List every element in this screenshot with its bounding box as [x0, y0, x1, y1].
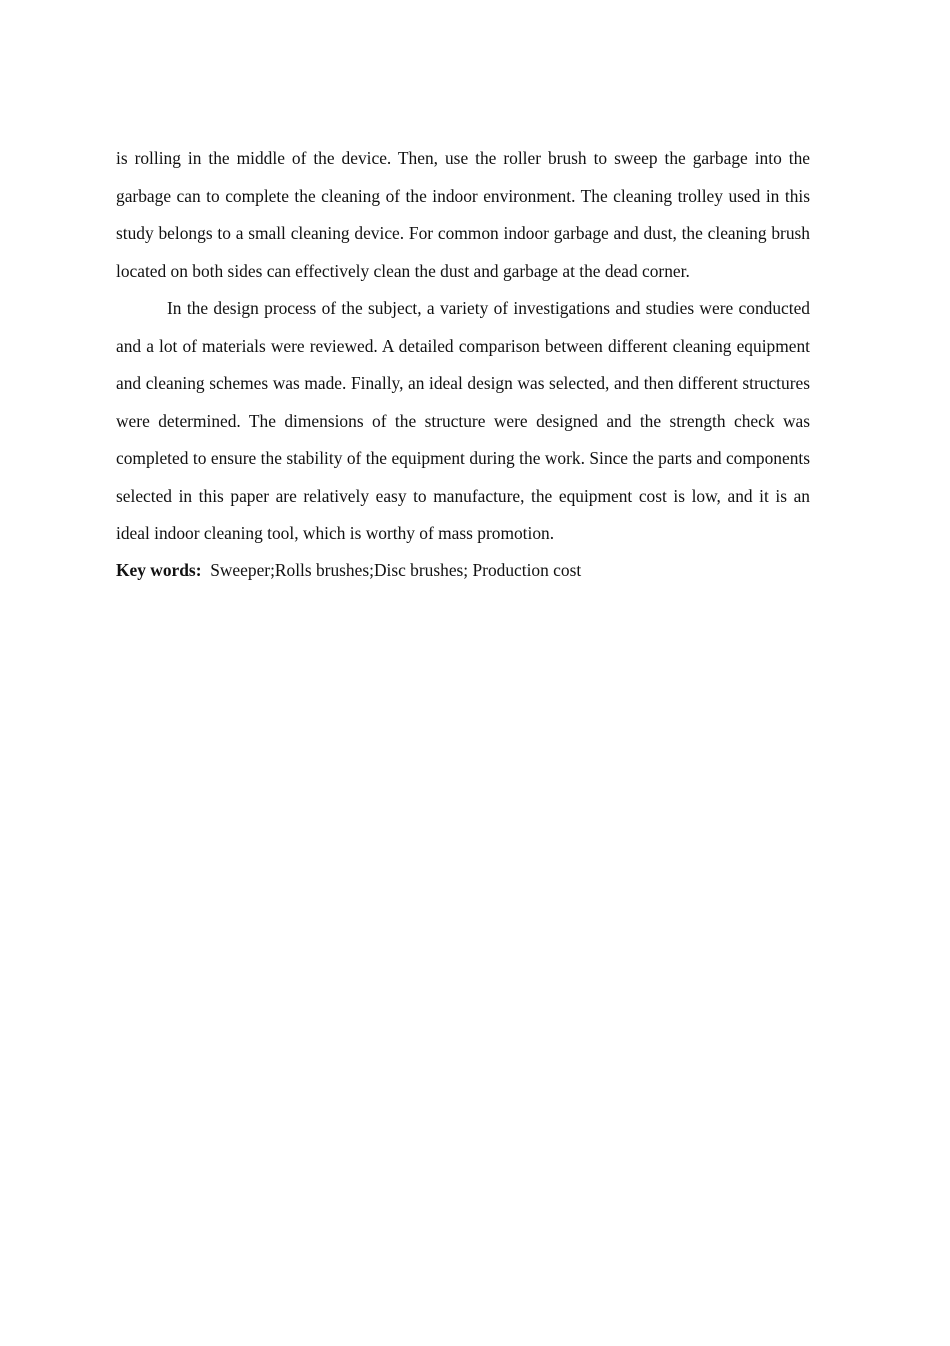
keywords-label: Key words: [116, 559, 202, 580]
abstract-body [116, 140, 810, 587]
keywords-line [116, 553, 810, 587]
keywords-value: Sweeper;Rolls brushes;Disc brushes; Production cost [210, 559, 582, 580]
abstract-paragraph-2: In the design process of the subject, a variety of investigations and studies were conducted and a lot of materials were reviewed. A detailed comparison between different cleaning equipment and cleaning schemes was made. Finally, an ideal design was selected, and then different structures were determined. The dimensions of the structure were designed and the strength check was completed to ensure the stability of the equipment during the work. Since the parts and components selected in this paper are relatively easy to manufacture, the equipment cost is low, and it is an ideal indoor cleaning tool, which is worthy of mass promotion. [116, 298, 810, 543]
abstract-paragraph-1: is rolling in the middle of the device. Then, use the roller brush to sweep the garbage into the garbage can to complete the cleaning of the indoor environment. The cleaning trolley used in this study belongs to a small cleaning device. For common indoor garbage and dust, the cleaning brush located on both sides can effectively clean the dust and garbage at the dead corner. [116, 148, 810, 281]
